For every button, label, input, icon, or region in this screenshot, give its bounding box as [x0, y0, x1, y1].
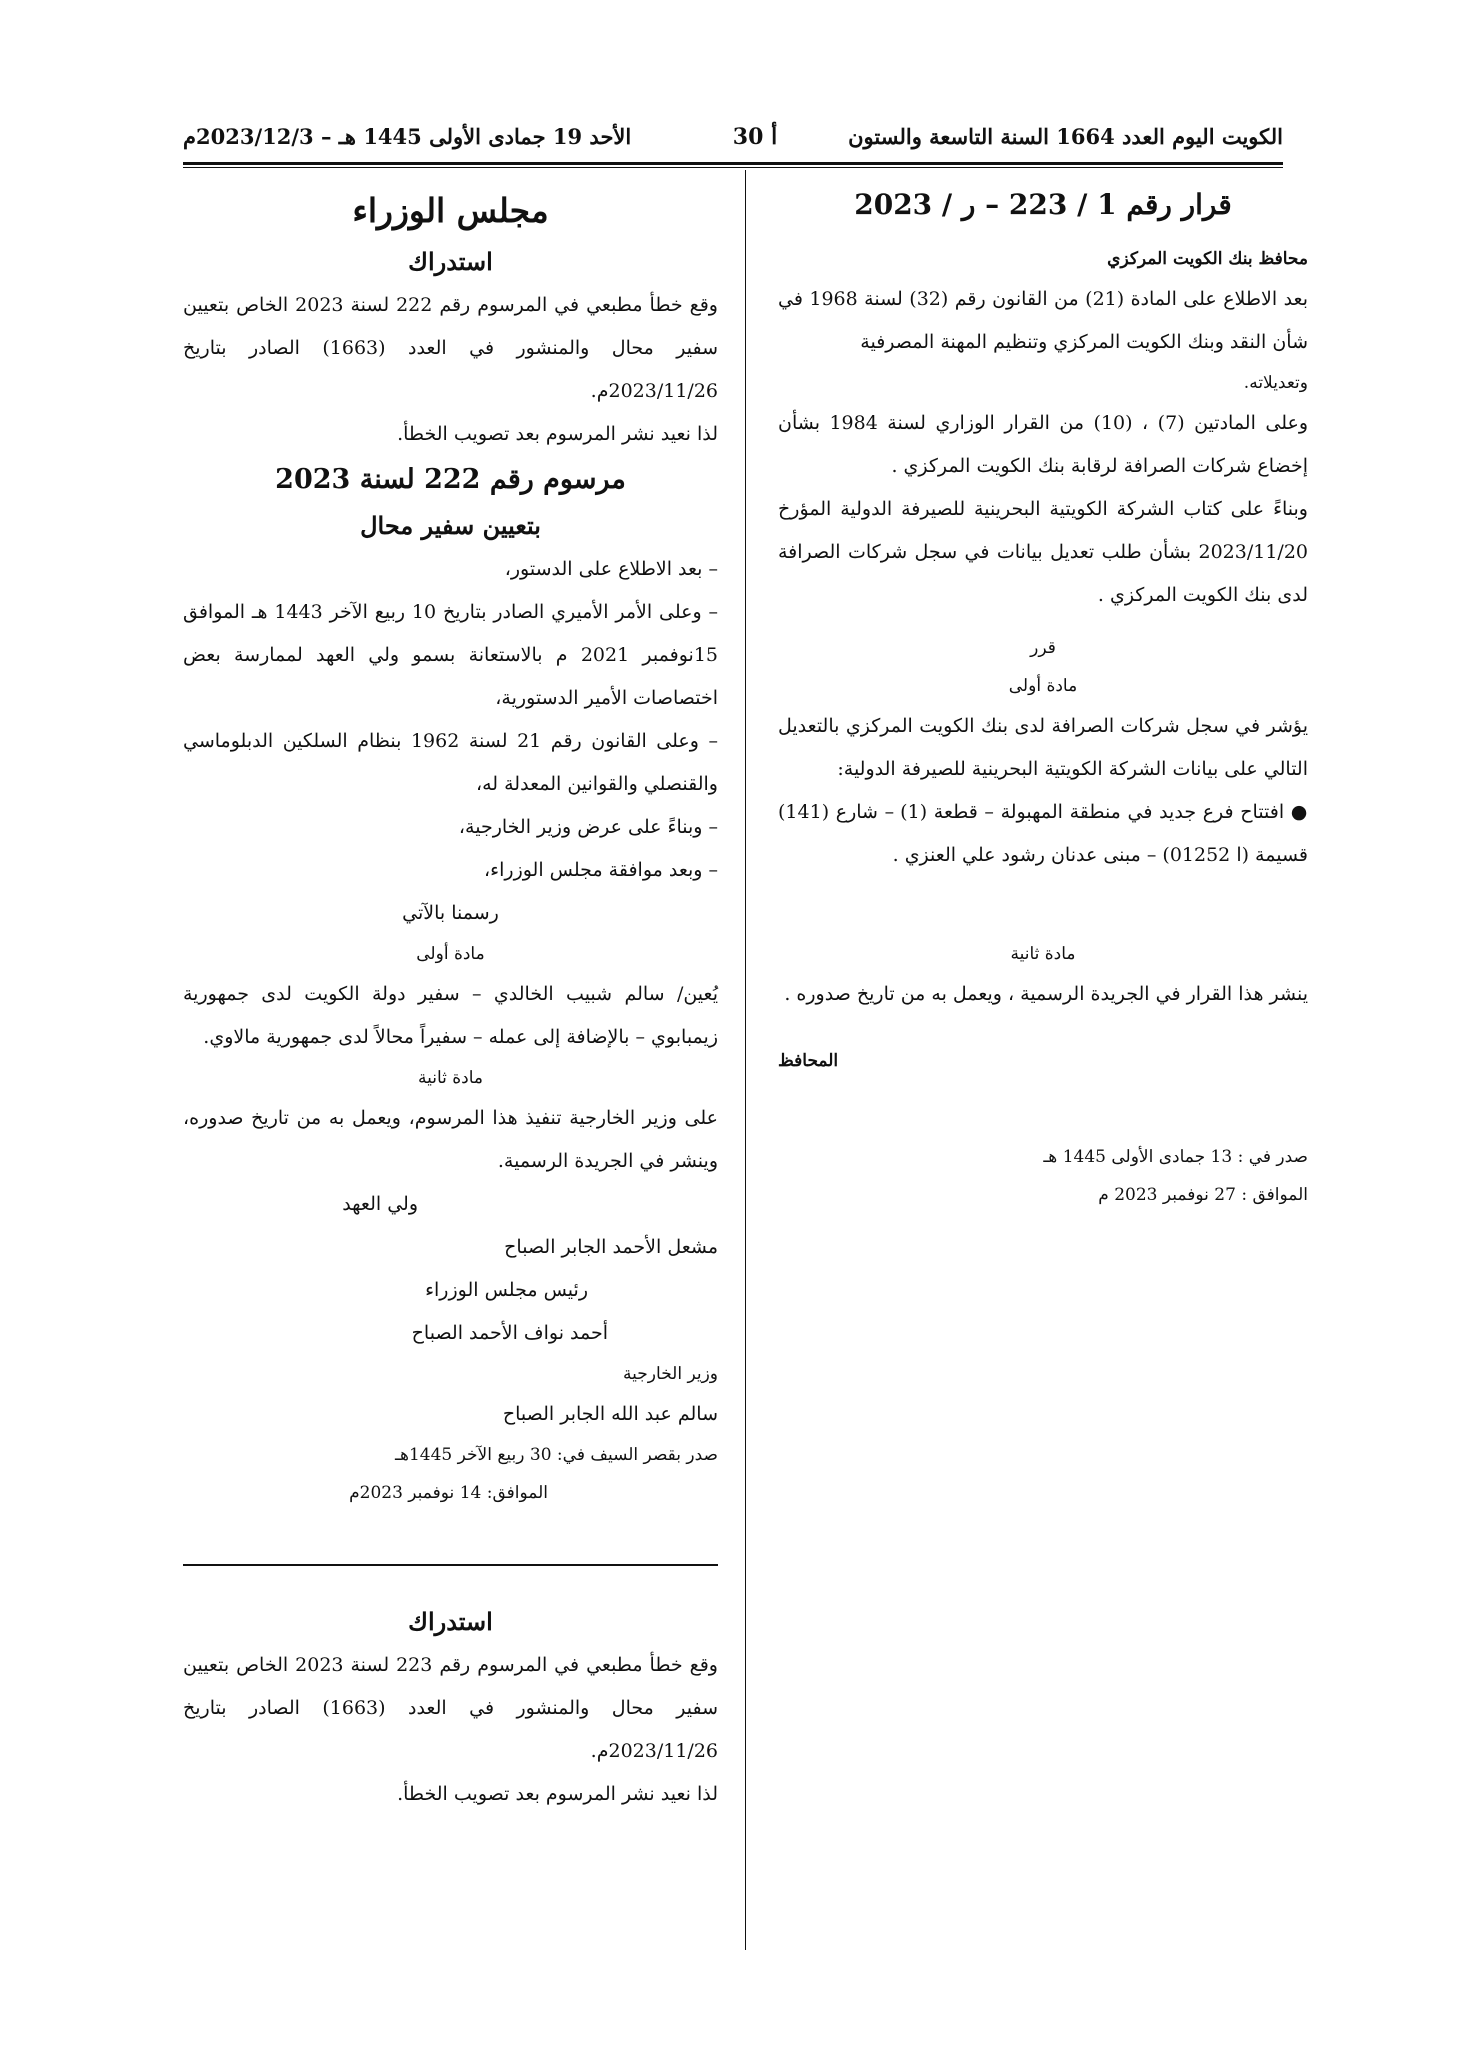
- header-rule-thin: [183, 167, 1283, 168]
- decision-para-1: بعد الاطلاع على المادة (21) من القانون رقم (32) لسنة 1968 في شأن النقد وبنك الكويت المركزي وتنظيم المهنة المصرفية: [778, 288, 1308, 353]
- decision-issuer: محافظ بنك الكويت المركزي: [1107, 249, 1308, 269]
- erratum-2-title: استدراك: [408, 1607, 493, 1636]
- column-divider: [745, 170, 746, 1950]
- signature-3-name: سالم عبد الله الجابر الصباح: [502, 1403, 718, 1425]
- signature-3-title: وزير الخارجية: [623, 1364, 718, 1384]
- decree-issued-place: صدر بقصر السيف في: 30 ربيع الآخر 1445هـ: [395, 1445, 718, 1465]
- decision-article-1-bullet: ● افتتاح فرع جديد في منطقة المهبولة – قطعة (1) – شارع (141) قسيمة (ا 01252) – مبنى عدنان رشود علي العنزي .: [778, 801, 1309, 866]
- signature-2-title: رئيس مجلس الوزراء: [425, 1279, 588, 1301]
- decree-article-1-text: يُعين/ سالم شبيب الخالدي – سفير دولة الكويت لدى جمهورية زيمبابوي – بالإضافة إلى عمله – سفيراً محالاً لدى جمهورية مالاوي.: [183, 983, 718, 1048]
- decree-issued-gregorian: الموافق: 14 نوفمبر 2023م: [349, 1483, 548, 1503]
- header-date: الأحد 19 جمادى الأولى 1445 هـ – 2023/12/3م: [183, 124, 632, 149]
- header-issue: الكويت اليوم العدد 1664 السنة التاسعة والستون: [848, 124, 1283, 149]
- decision-issued-gregorian: الموافق : 27 نوفمبر 2023 م: [1098, 1185, 1308, 1205]
- signature-1-title: ولي العهد: [342, 1193, 418, 1215]
- section-divider: [183, 1564, 718, 1566]
- decision-article-2-text: ينشر هذا القرار في الجريدة الرسمية ، ويعمل به من تاريخ صدوره .: [784, 983, 1308, 1005]
- decision-article-1-text: يؤشر في سجل شركات الصرافة لدى بنك الكويت المركزي بالتعديل التالي على بيانات الشركة الكويتية البحرينية للصيرفة الدولية:: [778, 715, 1308, 780]
- signature-1-name: مشعل الأحمد الجابر الصباح: [504, 1236, 718, 1258]
- decree-preamble-3: – وعلى القانون رقم 21 لسنة 1962 بنظام السلكين الدبلوماسي والقنصلي والقوانين المعدلة له،: [183, 730, 718, 795]
- decision-signatory: المحافظ: [778, 1051, 839, 1071]
- decree-preamble-2: – وعلى الأمر الأميري الصادر بتاريخ 10 ربيع الآخر 1443 هـ الموافق 15نوفمبر 2021 م بالاستعانة بسمو ولي العهد لممارسة بعض اختصاصات الأمير الدستورية،: [183, 601, 718, 709]
- erratum-2-note: لذا نعيد نشر المرسوم بعد تصويب الخطأ.: [397, 1783, 718, 1805]
- header-rule-thick: [183, 162, 1283, 165]
- running-header: [183, 118, 1283, 158]
- cabinet-column: [183, 180, 718, 1816]
- decree-preamble-5: – وبعد موافقة مجلس الوزراء،: [484, 859, 718, 881]
- decision-title: قرار رقم 1 / 223 – ر / 2023: [854, 188, 1232, 221]
- decision-column: [778, 180, 1308, 1214]
- decree-decreed: رسمنا بالآتي: [402, 902, 499, 924]
- decree-preamble-4: – وبناءً على عرض وزير الخارجية،: [458, 816, 718, 838]
- decree-subtitle: بتعيين سفير محال: [360, 511, 541, 540]
- erratum-1-note: لذا نعيد نشر المرسوم بعد تصويب الخطأ.: [397, 423, 718, 445]
- decree-article-2-heading: مادة ثانية: [417, 1068, 484, 1088]
- decision-decided: قرر: [1030, 638, 1056, 658]
- decision-issued-hijri: صدر في : 13 جمادى الأولى 1445 هـ: [1043, 1147, 1308, 1167]
- decree-preamble-1: – بعد الاطلاع على الدستور،: [504, 558, 718, 580]
- decision-para-2: وعلى المادتين (7) ، (10) من القرار الوزاري لسنة 1984 بشأن إخضاع شركات الصرافة لرقابة بنك الكويت المركزي .: [778, 412, 1308, 477]
- erratum-2-text: وقع خطأ مطبعي في المرسوم رقم 223 لسنة 2023 الخاص بتعيين سفير محال والمنشور في العدد (1663) الصادر بتاريخ 2023/11/26م.: [183, 1654, 719, 1762]
- decision-para-3: وبناءً على كتاب الشركة الكويتية البحرينية للصيرفة الدولية المؤرخ 2023/11/20 بشأن طلب تعديل بيانات في سجل شركات الصرافة لدى بنك الكويت المركزي .: [778, 498, 1308, 606]
- header-page-number: أ 30: [732, 124, 778, 150]
- signature-2-name: أحمد نواف الأحمد الصباح: [411, 1322, 608, 1344]
- decree-article-1-heading: مادة أولى: [416, 944, 485, 964]
- cabinet-section-title: مجلس الوزراء: [352, 191, 549, 230]
- erratum-1-text: وقع خطأ مطبعي في المرسوم رقم 222 لسنة 2023 الخاص بتعيين سفير محال والمنشور في العدد (1663) الصادر بتاريخ 2023/11/26م.: [183, 294, 719, 402]
- decree-article-2-text: على وزير الخارجية تنفيذ هذا المرسوم، ويعمل به من تاريخ صدوره، وينشر في الجريدة الرسمية.: [183, 1107, 718, 1172]
- decision-article-2-heading: مادة ثانية: [1010, 944, 1076, 964]
- decree-title: مرسوم رقم 222 لسنة 2023: [275, 464, 626, 495]
- decision-article-1-heading: مادة أولى: [1008, 676, 1078, 696]
- decision-para-1-tail: وتعديلاته.: [1243, 373, 1308, 393]
- erratum-1-title: استدراك: [408, 247, 493, 276]
